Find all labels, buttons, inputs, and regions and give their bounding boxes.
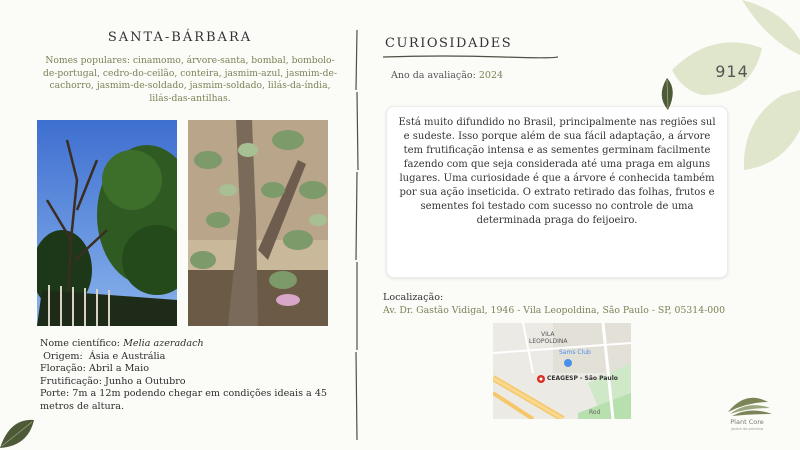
tree-photo-canopy (37, 120, 177, 326)
year-value: 2024 (478, 70, 504, 81)
plant-title: SANTA-BÁRBARA (107, 30, 253, 45)
plant-number-badge: 914 (715, 62, 749, 81)
vertical-divider (353, 30, 361, 440)
spec-scientific (40, 338, 350, 351)
tree-photo-trunk (188, 120, 328, 326)
map-area-label-1: VILA (541, 331, 555, 338)
spec-fruiting-value: Junho a Outubro (105, 375, 186, 387)
location-label: Localização: (383, 292, 444, 303)
leaf-icon-bottom (0, 418, 36, 450)
spec-scientific-value: Melia azeradach (123, 338, 204, 349)
spec-flowering (40, 363, 350, 376)
spec-scientific-label: Nome científico: (40, 338, 120, 349)
map-place-2: CEAGESP - São Paulo (547, 375, 618, 382)
spec-fruiting (40, 376, 350, 389)
spec-flowering-value: Abril a Maio (88, 363, 149, 375)
evaluation-year (391, 70, 503, 81)
location-map[interactable] (493, 323, 631, 419)
popular-names: Nomes populares: cinamomo, árvore-santa, bombal, bombolo-de-portugal, cedro-do-ceilão, conteira, jasmim-azul, jasmim-de-cachorro, jasmim-de-soldado, jasmim-soldado, lilás-da-índia, lilás-das-antilhas. (42, 55, 338, 104)
spec-flowering-label: Floração: (40, 363, 86, 375)
spec-size (40, 388, 350, 413)
heading-underline (383, 54, 558, 60)
store-pin-icon (564, 359, 572, 367)
spec-origin-label: Origem: (43, 350, 83, 362)
map-area-label-2: LEOPOLDINA (529, 338, 568, 345)
map-place-1: Sams Club (559, 349, 591, 356)
spec-size-value: 7m a 12m podendo chegar em condições ideais a 45 metros de altura. (40, 388, 328, 412)
brand-name: Plant Core (730, 418, 764, 426)
spec-size-label: Porte: (40, 388, 70, 400)
spec-origin-value: Ásia e Austrália (88, 350, 166, 362)
spec-fruiting-label: Frutificação: (40, 375, 102, 387)
leaf-icon (656, 78, 678, 110)
spec-origin (40, 351, 350, 364)
brand-tagline: jardim de primeira (730, 427, 764, 431)
year-label: Ano da avaliação: (391, 70, 476, 81)
map-street-label: Rod (589, 409, 601, 416)
location-address[interactable]: Av. Dr. Gastão Vidigal, 1946 - Vila Leopoldina, São Paulo - SP, 05314-000 (383, 305, 726, 316)
plant-specs (40, 338, 350, 414)
curiosities-heading: CURIOSIDADES (385, 36, 513, 51)
curiosities-text: Está muito difundido no Brasil, principalmente nas regiões sul e sudeste. Isso porque além de sua fácil adaptação, a árvore tem frutificação intensa e as sementes germinam facilmente fazendo com que seja considerada até uma praga em alguns lugares. Uma curiosidade é que a árvore é conhecida também por sua ação inseticida. O extrato retirado das folhas, frutos e sementes foi testado com sucesso no controle de uma determinada praga do feijoeiro. (386, 106, 728, 278)
map-pin-icon (537, 375, 545, 383)
